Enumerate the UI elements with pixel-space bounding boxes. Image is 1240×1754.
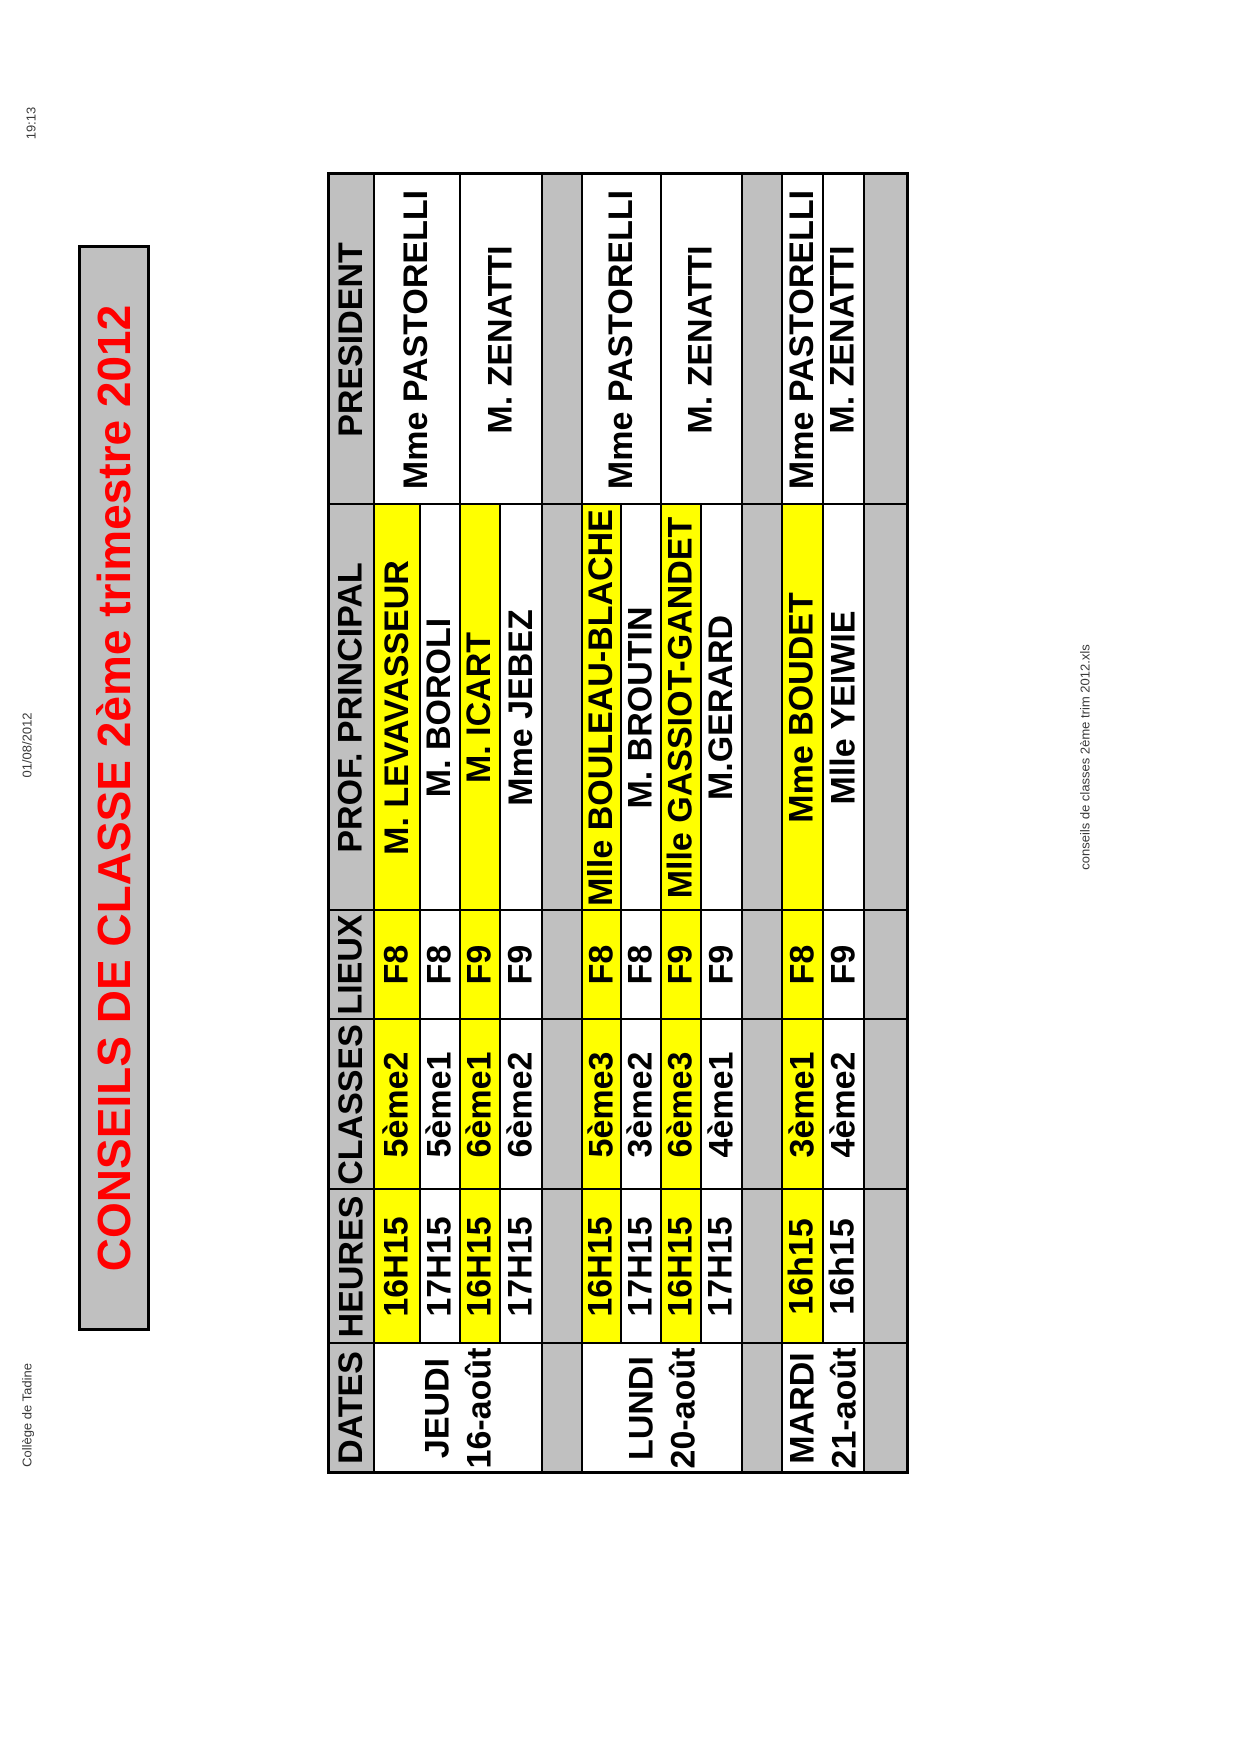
separator-cell [543,175,581,503]
lieu-cell [824,911,863,1018]
prof-cell [662,505,700,909]
date-group [620,1347,704,1468]
president-name: Mme PASTORELLI [783,189,821,489]
empty-gray-cell [865,1344,906,1471]
lieu-value: F9 [702,944,740,985]
classe-cell [461,1020,499,1188]
heure-value: 17H15 [420,1215,459,1317]
classe-cell [421,1020,459,1188]
heure-value: 16h15 [824,1217,862,1315]
lieu-value: F8 [377,944,416,985]
heure-value: 16H15 [661,1215,700,1317]
header-label: PROF. PRINCIPAL [332,561,370,853]
heure-value: 17H15 [621,1215,660,1317]
classe-value: 6ème2 [501,1051,540,1157]
date-cell [583,1344,741,1471]
president-cell [583,175,660,503]
date-label: 16-août [459,1347,498,1468]
president-name: Mme PASTORELLI [602,189,640,489]
heure-value: 16h15 [783,1217,821,1315]
header-cell-prof-principal [330,505,373,909]
separator-cell [543,911,581,1018]
date-group [781,1347,865,1468]
prof-cell [583,505,620,909]
lieu-cell [501,911,541,1018]
lieu-cell [662,911,700,1018]
classe-value: 6ème3 [661,1051,700,1157]
president-name: M. ZENATTI [824,244,863,434]
header-cell-heures [330,1190,373,1342]
lieu-cell [583,911,620,1018]
date-cell [783,1344,863,1471]
day-label: JEUDI [417,1357,456,1458]
document-title: CONSEILS DE CLASSE 2ème trimestre 2012 [88,304,141,1272]
prof-name: M. LEVAVASSEUR [377,559,416,855]
lieu-cell [702,911,741,1018]
day-label: LUNDI [621,1355,660,1460]
heure-cell [702,1190,741,1342]
classe-cell [583,1020,620,1188]
heure-cell [583,1190,620,1342]
print-footer-school: Collège de Tadine [19,1363,35,1467]
header-label: DATES [332,1351,370,1464]
header-label: LIEUX [332,914,370,1015]
separator-cell [743,1190,781,1342]
classe-value: 3ème2 [621,1051,660,1157]
prof-name: Mlle YEIWIE [824,610,863,804]
classe-value: 5ème2 [377,1051,416,1157]
print-header-time: 19:13 [23,106,39,140]
date-label: 21-août [825,1347,864,1468]
prof-cell [501,505,541,909]
lieu-value: F9 [501,944,540,985]
separator-cell [543,1020,581,1188]
header-label: HEURES [332,1195,371,1337]
separator-cell [543,1344,581,1471]
separator-cell [743,911,781,1018]
prof-cell [622,505,660,909]
lieu-value: F8 [582,944,620,985]
lieu-cell [421,911,459,1018]
lieu-value: F8 [621,944,660,985]
prof-cell [702,505,741,909]
classe-value: 4ème1 [702,1051,740,1157]
prof-name: Mme JEBEZ [501,608,540,806]
classe-value: 5ème1 [420,1051,459,1157]
heure-cell [421,1190,459,1342]
header-label: CLASSES [332,1023,370,1185]
day-label: MARDI [783,1351,822,1464]
heure-value: 16H15 [460,1215,499,1317]
prof-cell [421,505,459,909]
date-cell [375,1344,541,1471]
empty-gray-cell [865,175,906,503]
empty-gray-cell [865,505,906,909]
prof-name: M.GERARD [702,614,741,800]
separator-cell [743,505,781,909]
lieu-value: F8 [783,944,821,985]
separator-cell [743,175,781,503]
heure-cell [783,1190,822,1342]
header-label: PRESIDENT [332,241,370,437]
heure-value: 17H15 [501,1215,540,1317]
classe-cell [501,1020,541,1188]
classe-value: 3ème1 [783,1051,821,1157]
lieu-value: F8 [420,944,459,985]
president-name: M. ZENATTI [682,244,721,434]
conseils-table [327,172,909,1474]
prof-cell [824,505,863,909]
president-cell [461,175,541,503]
prof-name: M. ICART [460,631,499,783]
classe-value: 4ème2 [824,1051,862,1157]
heure-cell [461,1190,499,1342]
president-cell [783,175,822,503]
heure-cell [501,1190,541,1342]
lieu-value: F9 [661,944,700,985]
classe-cell [702,1020,741,1188]
print-footer-filename: conseils de classes 2ème trim 2012.xls [1077,644,1093,870]
classe-cell [375,1020,419,1188]
separator-cell [543,505,581,909]
header-cell-classes [330,1020,373,1188]
classe-cell [783,1020,822,1188]
lieu-cell [375,911,419,1018]
prof-name: M. BOROLI [420,617,459,797]
header-cell-dates [330,1344,373,1471]
heure-value: 16H15 [377,1215,416,1317]
date-label: 20-août [663,1347,702,1468]
separator-cell [543,1190,581,1342]
heure-cell [622,1190,660,1342]
prof-name: Mme BOUDET [783,591,821,823]
separator-cell [743,1344,781,1471]
president-name: M. ZENATTI [481,244,520,434]
president-cell [824,175,863,503]
heure-value: 16H15 [582,1215,621,1317]
date-group [416,1347,500,1468]
lieu-cell [622,911,660,1018]
header-cell-president [330,175,373,503]
heure-cell [375,1190,419,1342]
prof-name: Mlle GASSIOT-GANDET [661,516,700,898]
lieu-value: F9 [460,944,499,985]
lieu-cell [783,911,822,1018]
classe-cell [662,1020,700,1188]
prof-name: Mlle BOULEAU-BLACHE [582,508,621,906]
lieu-cell [461,911,499,1018]
president-cell [662,175,741,503]
header-cell-lieux [330,911,373,1018]
heure-value: 17H15 [702,1215,741,1317]
print-header-date: 01/08/2012 [19,712,35,778]
prof-cell [375,505,419,909]
classe-cell [824,1020,863,1188]
classe-value: 5ème3 [582,1051,620,1157]
classe-value: 6ème1 [460,1051,499,1157]
heure-cell [662,1190,700,1342]
prof-cell [783,505,822,909]
empty-gray-cell [865,1020,906,1188]
empty-gray-cell [865,911,906,1018]
classe-cell [622,1020,660,1188]
heure-cell [824,1190,863,1342]
president-cell [375,175,459,503]
lieu-value: F9 [824,944,862,985]
separator-cell [743,1020,781,1188]
empty-gray-cell [865,1190,906,1342]
prof-cell [461,505,499,909]
prof-name: M. BROUTIN [621,605,660,809]
president-name: Mme PASTORELLI [397,189,436,489]
title-banner [78,245,150,1331]
